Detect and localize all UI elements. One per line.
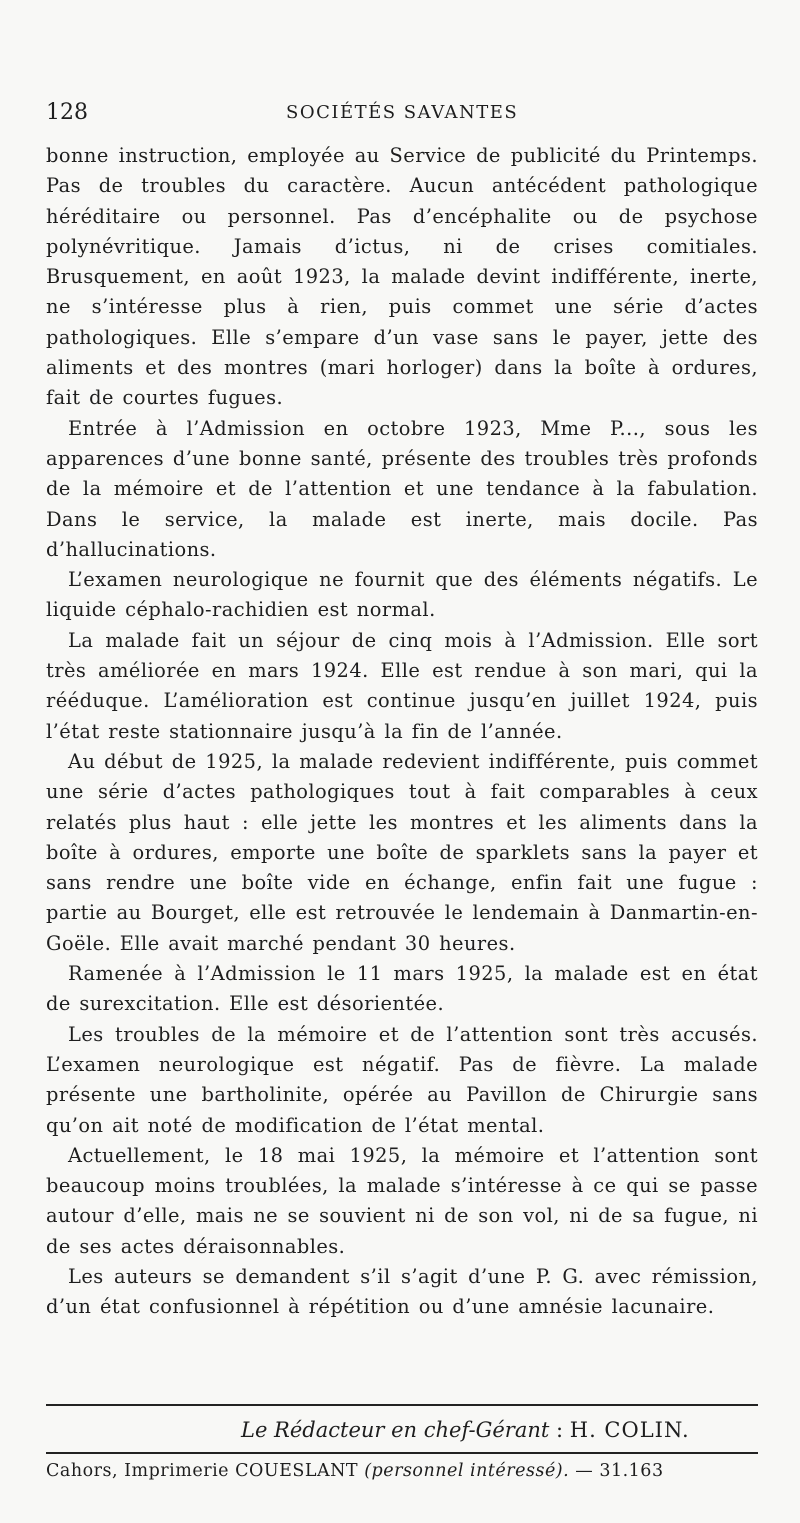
paragraph-4: La malade fait un séjour de cinq mois à l’Admission. Elle sort très améliorée en mars 1924. Elle est rendue à son mari, qui la rééduque. L’amélioration est continue jusqu’en juillet 1924, puis l’état reste stationnaire jusqu’à la fin de l’année. bbox=[46, 628, 758, 743]
paragraph-7: Les troubles de la mémoire et de l’attention sont très accusés. L’examen neurologique est négatif. Pas de fièvre. La malade présente une bartholinite, opérée au Pavillon de Chirurgie sans qu’on ait noté de modification de l’état mental. bbox=[46, 1022, 758, 1137]
paragraph-9: Les auteurs se demandent s’il s’agit d’une P. G. avec rémission, d’un état confusionnel à répétition ou d’une amnésie lacunaire. bbox=[46, 1264, 758, 1319]
paragraph-5: Au début de 1925, la malade redevient indifférente, puis commet une série d’actes pathologiques tout à fait comparables à ceux relatés plus haut : elle jette les montres et les aliments dans la boîte à ordures, emporte une boîte de sparklets sans la payer et sans rendre une boîte vide en échange, enfin fait une fugue : partie au Bourget, elle est retrouvée le lendemain à Danmartin-en-Goële. Elle avait marché pendant 30 heures. bbox=[46, 749, 758, 955]
paragraph-3: L’examen neurologique ne fournit que des éléments négatifs. Le liquide céphalo-rachidien est normal. bbox=[46, 568, 758, 622]
paragraph-1: bonne instruction, employée au Service de publicité du Printemps. Pas de troubles du caractère. Aucun antécédent pathologique héréditaire ou personnel. Pas d’encéphalite ou de psychose polynévritique. Jamais d’ictus, ni de crises comitiales. Brusquement, en août 1923, la malade devint indifférente, inerte, ne s’intéresse plus à rien, puis commet une série d’actes pathologiques. Elle s’empare d’un vase sans le payer, jette des aliments et des montres (mari horloger) dans la boîte à ordures, fait de courtes fugues. bbox=[46, 144, 758, 410]
imprint-note: (personnel intéressé). bbox=[364, 1461, 570, 1481]
article-body bbox=[46, 141, 758, 1323]
running-head: SOCIÉTÉS SAVANTES bbox=[286, 102, 519, 123]
paragraph-2: Entrée à l’Admission en octobre 1923, Mme P..., sous les apparences d’une bonne santé, présente des troubles très profonds de la mémoire et de l’attention et une tendance à la fabulation. Dans le service, la malade est inerte, mais docile. Pas d’hallucinations. bbox=[46, 416, 758, 561]
editor-separator: : bbox=[549, 1418, 570, 1442]
paragraph-6: Ramenée à l’Admission le 11 mars 1925, la malade est en état de surexcitation. Elle est désorientée. bbox=[46, 962, 758, 1016]
editor-credit bbox=[46, 1412, 758, 1448]
imprint-place: Cahors, Imprimerie COUESLANT bbox=[46, 1461, 359, 1481]
editor-name: H. COLIN. bbox=[569, 1418, 690, 1442]
footer-rule-bottom bbox=[46, 1452, 758, 1454]
page-header bbox=[46, 96, 758, 130]
printer-imprint bbox=[46, 1456, 762, 1486]
imprint-number: — 31.163 bbox=[575, 1461, 664, 1481]
footer-rule-top bbox=[46, 1404, 758, 1406]
paragraph-8: Actuellement, le 18 mai 1925, la mémoire et l’attention sont beaucoup moins troublées, la malade s’intéresse à ce qui se passe autour d’elle, mais ne se souvient ni de son vol, ni de sa fugue, ni de ses actes déraisonnables. bbox=[46, 1143, 758, 1258]
page-number: 128 bbox=[46, 100, 88, 125]
editor-role: Le Rédacteur en chef-Gérant bbox=[241, 1418, 550, 1442]
